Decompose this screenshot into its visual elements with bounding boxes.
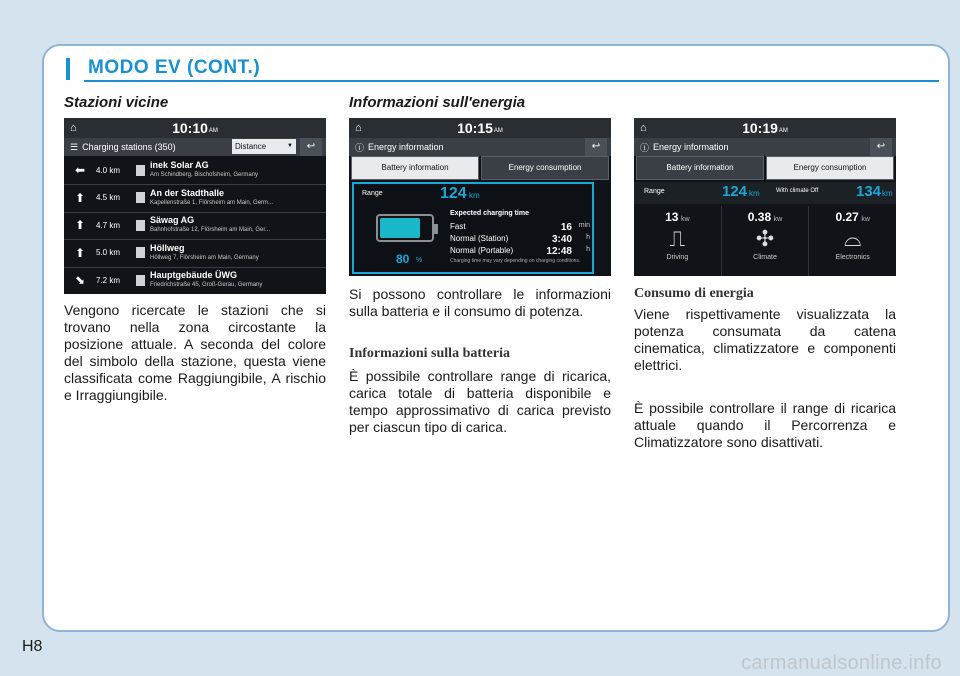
range-unit: km [469,191,480,200]
heading-energia: Informazioni sull'energia [349,94,526,111]
ect-unit: h [586,234,590,241]
ect-value: 16 [560,222,572,233]
direction-arrow-icon: ⬆ [74,190,86,205]
page-number: H8 [22,638,43,655]
station-symbol-icon [136,275,145,286]
consumption-unit: kw [861,216,870,223]
status-bar [349,118,611,138]
consumption-item [722,206,810,276]
title-underline [84,80,939,82]
station-name: An der Stadthalle [150,187,225,198]
direction-arrow-icon: ⬆ [74,218,86,233]
home-icon[interactable]: ⌂ [355,122,362,134]
battery-percent: 80 [396,252,410,266]
ect-unit: min [578,222,590,229]
col1-paragraph: Vengono ricercate le stazioni che si trovano nella zona circostante la posizione attuale. A seconda del colore del simbolo della stazione, questa viene classificata come Raggiungibile, A rischio e Irraggiungibile. [64,302,326,403]
clock: 10:10 [172,120,208,136]
sort-dropdown-value: Distance [235,142,267,151]
range-strip [634,182,896,204]
consumption-items [634,206,896,276]
battery-level-fill [380,218,420,238]
col2-paragraph-2: È possibile controllare range di ricarica, carica totale di batteria disponibile e tempo approssimativo di carica previsto per ciascun tipo di carica. [349,368,611,435]
sort-dropdown[interactable] [232,139,296,154]
consumption-value: 0.38 [747,210,772,224]
section-title: MODO EV (CONT.) [88,57,261,78]
screenshot-charging-stations [64,118,326,294]
subheading-consumo: Consumo di energia [634,286,754,301]
consumption-unit: kw [680,216,690,223]
climate-off-value: 134 [856,183,882,200]
screen-header [634,138,896,156]
fan-icon: ✣ [755,226,775,251]
consumption-label: Driving [666,254,689,261]
consumption-item [809,206,896,276]
consumption-label: Climate [753,254,777,261]
station-address: Am Schindberg, Bischofsheim, Germany [150,172,259,178]
subheading-batteria: Informazioni sulla batteria [349,346,510,361]
station-distance: 4.0 km [96,165,121,175]
battery-panel [352,182,594,274]
ect-row [450,234,590,246]
range-label: Range [362,190,383,197]
col3-paragraph-2: È possibile controllare il range di ricarica attuale quando il Percorrenza e Climatizzatore sono disattivati. [634,400,896,450]
consumption-unit: kw [773,216,783,223]
ect-unit: h [586,246,590,253]
range-unit: km [749,189,760,198]
station-name: Säwag AG [150,215,195,226]
home-icon[interactable]: ⌂ [70,122,77,134]
tab-bar [349,156,611,180]
tab-energy-consumption[interactable]: Energy consumption [481,156,609,180]
col2-paragraph-1: Si possono controllare le informazioni sulla batteria e il consumo di potenza. [349,286,611,319]
station-address: Kapellenstraße 1, Flörsheim am Main, Germ... [150,199,274,206]
tab-battery-information[interactable]: Battery information [636,156,764,180]
header-title: Energy information [368,142,444,152]
climate-off-label: With climate Off [776,188,819,194]
header-title: Energy information [653,142,729,152]
consumption-label: Electronics [835,254,870,261]
ect-value: 3:40 [551,234,572,245]
ect-label: Fast [450,222,466,231]
direction-arrow-icon: ⬊ [74,273,86,288]
screenshot-battery-information [349,118,611,276]
tab-bar [634,156,896,180]
screenshot-energy-consumption [634,118,896,276]
consumption-value: 13 [665,210,679,224]
header-title: Charging stations (350) [82,142,176,152]
list-icon: ☰ [70,141,79,152]
heading-stazioni: Stazioni vicine [64,94,169,111]
home-icon[interactable]: ⌂ [640,122,647,134]
clock-ampm: AM [778,127,788,134]
battery-percent-unit: % [416,257,423,264]
col3-paragraph-1: Viene rispettivamente visualizzata la potenza consumata da catena cinematica, climatizzatore e componenti elettrici. [634,306,896,373]
station-address: Höllweg 7, Flörsheim am Main, Germany [150,254,259,261]
station-row[interactable] [64,156,326,185]
station-row[interactable] [64,184,326,213]
climate-off-unit: km [882,189,893,198]
direction-arrow-icon: ⬆ [74,245,86,260]
station-row[interactable] [64,239,326,268]
back-button[interactable]: ↩ [300,138,322,156]
clock-ampm: AM [493,127,503,134]
charging-note: Charging time may vary depending on charging conditions. [450,258,581,264]
range-value: 124 [440,185,467,202]
station-distance: 5.0 km [96,248,121,258]
lamp-icon: ⌓ [843,226,862,251]
station-distance: 7.2 km [96,275,121,285]
battery-icon [376,214,434,242]
info-icon: ⓘ [640,142,650,153]
station-symbol-icon [136,220,145,231]
status-bar [634,118,896,138]
tab-battery-information[interactable]: Battery information [351,156,479,180]
clock: 10:19 [742,120,778,136]
motor-icon: ⎍ [669,226,686,251]
consumption-value: 0.27 [835,210,859,224]
screen-header [349,138,611,156]
station-address: Bahnhofstraße 12, Flörsheim am Main, Ger... [150,227,271,234]
station-name: inek Solar AG [150,160,209,170]
station-distance: 4.5 km [96,193,121,203]
watermark: carmanualsonline.info [741,652,942,674]
station-symbol-icon [136,165,145,176]
range-value: 124 [722,183,748,200]
ect-row [450,246,590,258]
battery-terminal [434,224,438,234]
station-row[interactable] [64,211,326,240]
station-address: Friedrichstraße 45, Groß-Gerau, Germany [150,282,263,289]
station-name: Hauptgebäude ÜWG [150,270,237,281]
tab-energy-consumption[interactable]: Energy consumption [766,156,894,180]
direction-arrow-icon: ⬅ [74,163,86,177]
back-button[interactable]: ↩ [585,138,607,156]
station-symbol-icon [136,247,145,258]
ect-title: Expected charging time [450,210,529,217]
ect-row [450,222,590,234]
station-symbol-icon [136,192,145,203]
chevron-down-icon: ▼ [287,143,293,149]
range-label: Range [644,188,665,195]
consumption-item [634,206,722,276]
ect-value: 12:48 [546,246,572,257]
status-bar [64,118,326,138]
station-distance: 4.7 km [96,220,121,230]
ect-label: Normal (Station) [450,234,509,243]
info-icon: ⓘ [355,142,365,153]
station-name: Höllweg [150,242,185,253]
clock: 10:15 [457,120,493,136]
clock-ampm: AM [208,127,218,134]
station-row[interactable] [64,266,326,294]
ect-list [450,222,590,258]
ect-label: Normal (Portable) [450,246,514,255]
back-button[interactable]: ↩ [870,138,892,156]
title-accent-bar [66,58,70,80]
